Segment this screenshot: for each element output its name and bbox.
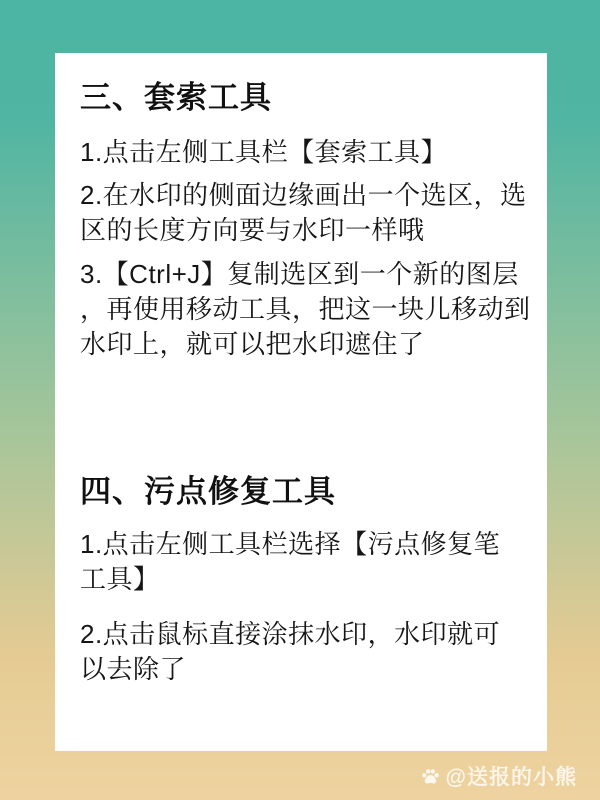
step-line: 2.在水印的侧面边缘画出一个选区，选: [80, 180, 527, 210]
content-card: [55, 53, 547, 751]
step-line: 1.点击左侧工具栏【套索工具】: [80, 137, 448, 167]
step-text: [80, 617, 521, 687]
step-text: [80, 135, 521, 170]
paw-icon: [421, 767, 440, 786]
step-line: 以去除了: [80, 654, 187, 684]
step-line: 工具】: [80, 564, 160, 594]
step-text: [80, 178, 527, 248]
section-heading-lasso: 三、套索工具: [80, 80, 272, 115]
section-lasso-tool: [80, 78, 531, 362]
step-line: ，再使用移动工具，把这一块儿移动到: [80, 294, 531, 324]
watermark: [421, 761, 577, 791]
step-line: 水印上，就可以把水印遮住了: [80, 329, 425, 359]
step-line: 1.点击左侧工具栏选择【污点修复笔: [80, 529, 501, 559]
watermark-text: @送报的小熊: [445, 766, 577, 789]
step-line: 3.【Ctrl+J】复制选区到一个新的图层: [80, 259, 519, 289]
step-line: 2.点击鼠标直接涂抹水印，水印就可: [80, 619, 501, 649]
step-text: [80, 527, 521, 597]
section-spot-healing-tool: [80, 472, 521, 687]
step-text: [80, 257, 531, 362]
step-line: 区的长度方向要与水印一样哦: [80, 215, 425, 245]
section-heading-spot-healing: 四、污点修复工具: [80, 474, 336, 509]
